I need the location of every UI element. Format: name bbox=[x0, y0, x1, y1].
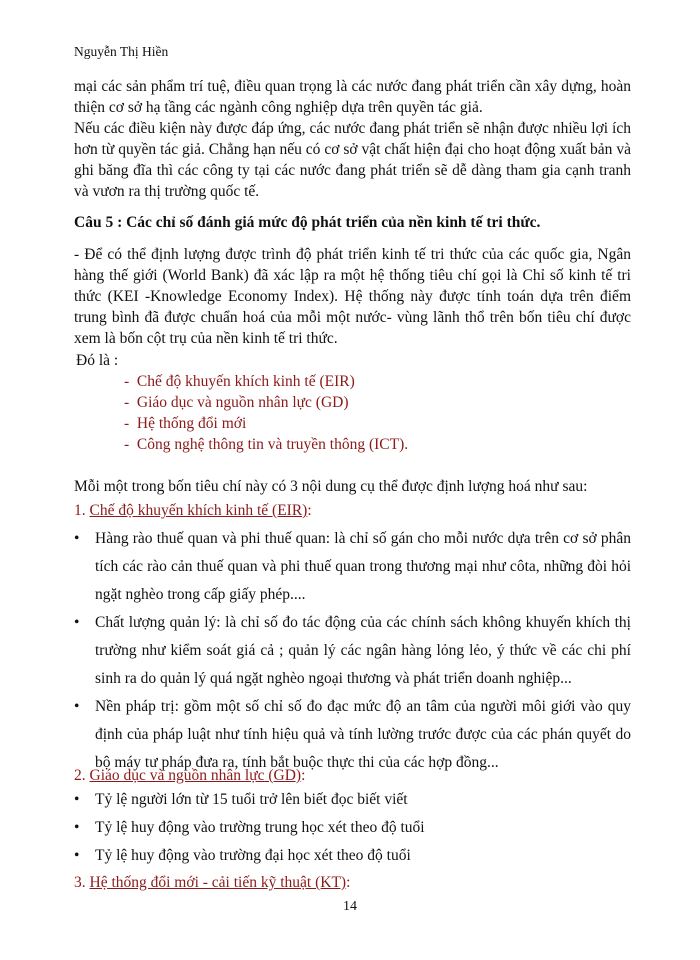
list-item-text: Nền pháp trị: gồm một số chỉ số đo đạc mức độ an tâm của người môi giới vào quy định của pháp luật như tính hiệu quả và tính lường trước được của các phán quyết do bộ máy tư pháp đưa ra, tính bắt buộc thực thi của các hợp đồng... bbox=[95, 698, 631, 771]
section-3-colon: : bbox=[346, 874, 351, 891]
criteria-intro-paragraph: Mỗi một trong bốn tiêu chí này có 3 nội dung cụ thể được định lượng hoá như sau: bbox=[74, 478, 588, 495]
do-la-label: Đó là : bbox=[76, 352, 119, 369]
kei-intro-paragraph: - Để có thể định lượng được trình độ phát triển kinh tế tri thức của các quốc gia, Ngân hàng thế giới (World Bank) đã xác lập ra một hệ thống tiêu chí gọi là Chỉ số kinh tế tri thức (KEI -Knowledge Economy Index). Hệ thống này được tính toán dựa trên điểm trung bình đã được chuẩn hoá của mỗi một nước- vùng lãnh thổ trên bốn tiêu chí được xem là bốn cột trụ của nền kinh tế tri thức. bbox=[74, 246, 631, 347]
list-item-text: Tỷ lệ người lớn từ 15 tuổi trở lên biết đọc biết viết bbox=[95, 791, 408, 808]
section-2-heading bbox=[74, 767, 305, 785]
list-item bbox=[74, 814, 631, 842]
bullet-icon: • bbox=[74, 614, 80, 631]
kei-criterion-item: - Chế độ khuyến khích kinh tế (EIR) bbox=[124, 371, 408, 392]
kei-criteria-list bbox=[124, 371, 408, 455]
section-3-heading bbox=[74, 874, 350, 892]
bullet-icon: • bbox=[74, 847, 80, 864]
section-heading: Câu 5 : Các chỉ số đánh giá mức độ phát triển của nền kinh tế tri thức. bbox=[74, 214, 541, 231]
bullet-icon: • bbox=[74, 791, 80, 808]
list-item bbox=[74, 609, 631, 693]
section-1-colon: : bbox=[307, 502, 312, 519]
list-item bbox=[74, 525, 631, 609]
section-1-list bbox=[74, 525, 631, 777]
list-item-text: Hàng rào thuế quan và phi thuế quan: là chỉ số gán cho mỗi nước dựa trên cơ sở phân tích các rào cản thuế quan và phi thuế quan trong thương mại như côta, những đòi hỏi ngặt nghèo trong cấp giấy phép.... bbox=[95, 530, 631, 603]
page-number: 14 bbox=[343, 899, 357, 914]
section-3-number: 3. bbox=[74, 874, 86, 891]
kei-criterion-item: - Giáo dục và nguồn nhân lực (GD) bbox=[124, 392, 408, 413]
section-1-heading bbox=[74, 502, 312, 520]
list-item-text: Chất lượng quản lý: là chỉ số đo tác động của các chính sách không khuyến khích thị trường như kiểm soát giá cả ; quản lý các ngân hàng lỏng lẻo, ý thức về các chi phí sinh ra do quản lý quá ngặt nghèo ngoại thương và phát triển doanh nghiệp... bbox=[95, 614, 631, 687]
section-3-title: Hệ thống đổi mới - cải tiến kỹ thuật (KT) bbox=[89, 874, 347, 891]
kei-criterion-item: - Công nghệ thông tin và truyền thông (ICT). bbox=[124, 434, 408, 455]
running-header-author: Nguyễn Thị Hiền bbox=[74, 44, 169, 59]
list-item-text: Tỷ lệ huy động vào trường đại học xét theo độ tuổi bbox=[95, 847, 411, 864]
kei-criterion-item: - Hệ thống đổi mới bbox=[124, 413, 408, 434]
list-item bbox=[74, 693, 631, 777]
section-2-list bbox=[74, 786, 631, 870]
intro-paragraph-1: mại các sản phẩm trí tuệ, điều quan trọng là các nước đang phát triển cần xây dựng, hoàn thiện cơ sở hạ tầng các ngành công nghiệp dựa trên quyền tác giả. bbox=[74, 78, 631, 116]
list-item-text: Tỷ lệ huy động vào trường trung học xét theo độ tuổi bbox=[95, 819, 425, 836]
section-1-number: 1. bbox=[74, 502, 86, 519]
section-1-title: Chế độ khuyến khích kinh tế (EIR) bbox=[89, 502, 308, 519]
list-item bbox=[74, 786, 631, 814]
bullet-icon: • bbox=[74, 530, 80, 547]
intro-paragraph-2: Nếu các điều kiện này được đáp ứng, các nước đang phát triển sẽ nhận được nhiều lợi ích hơn từ quyền tác giả. Chẳng hạn nếu có cơ sở vật chất hiện đại cho hoạt động xuất bản và ghi băng đĩa thì các công ty tại các nước đang phát triển sẽ dễ dàng tham gia cạnh tranh và vươn ra thị trường quốc tế. bbox=[74, 120, 631, 200]
bullet-icon: • bbox=[74, 698, 80, 715]
bullet-icon: • bbox=[74, 819, 80, 836]
list-item bbox=[74, 842, 631, 870]
section-2-title: Giáo dục và nguồn nhân lực (GD) bbox=[89, 767, 302, 784]
section-2-colon: : bbox=[301, 767, 306, 784]
section-2-number: 2. bbox=[74, 767, 86, 784]
